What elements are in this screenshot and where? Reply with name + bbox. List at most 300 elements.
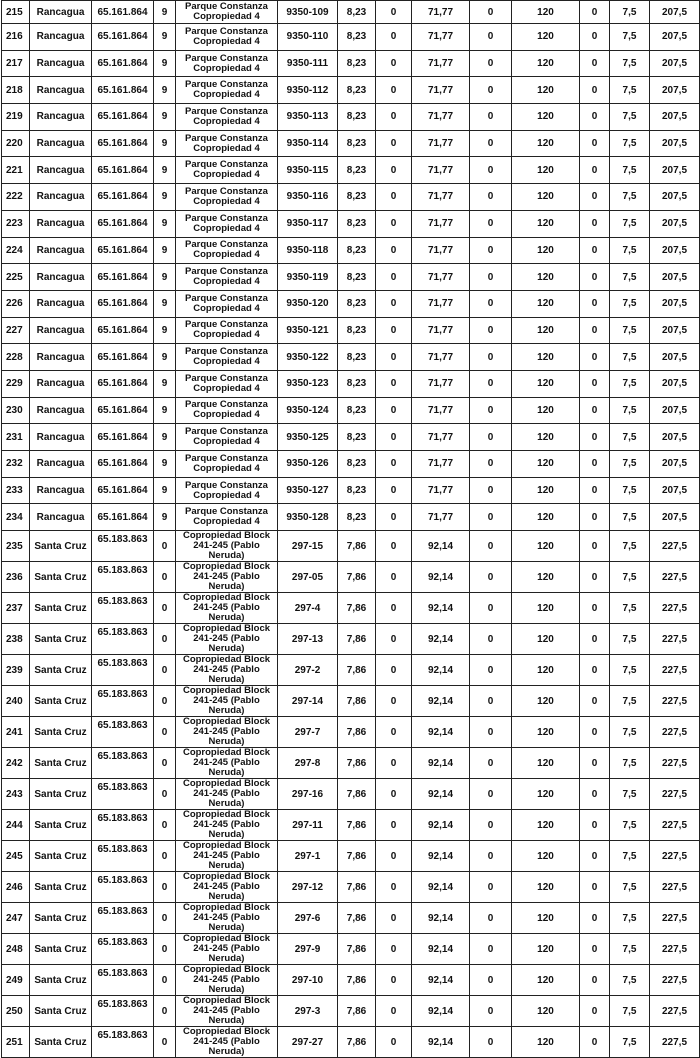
value-f-cell: 0 xyxy=(580,237,610,264)
rut-dv-cell: 9 xyxy=(154,344,176,371)
project-name-cell: Copropiedad Block 241-245 (Pablo Neruda) xyxy=(176,779,278,810)
rut-cell: 65.183.863 xyxy=(92,717,154,748)
value-g-cell: 7,5 xyxy=(610,717,650,748)
value-b-cell: 0 xyxy=(376,686,412,717)
value-a-cell: 7,86 xyxy=(338,841,376,872)
value-c-cell: 71,77 xyxy=(412,24,470,51)
value-b-cell: 0 xyxy=(376,655,412,686)
rut-cell: 65.161.864 xyxy=(92,317,154,344)
rut-cell: 65.183.863 xyxy=(92,686,154,717)
value-b-cell: 0 xyxy=(376,624,412,655)
value-b-cell: 0 xyxy=(376,1027,412,1058)
project-name-cell: Parque Constanza Copropiedad 4 xyxy=(176,370,278,397)
rut-dv-cell: 9 xyxy=(154,184,176,211)
value-c-cell: 92,14 xyxy=(412,717,470,748)
value-d-cell: 0 xyxy=(470,184,512,211)
table-row xyxy=(2,655,700,686)
row-number-cell: 234 xyxy=(2,504,30,531)
rut-cell: 65.183.863 xyxy=(92,779,154,810)
value-c-cell: 92,14 xyxy=(412,686,470,717)
value-d-cell: 0 xyxy=(470,210,512,237)
value-d-cell: 0 xyxy=(470,593,512,624)
row-number-cell: 244 xyxy=(2,810,30,841)
total-cell: 227,5 xyxy=(650,655,700,686)
table-row xyxy=(2,624,700,655)
row-number-cell: 250 xyxy=(2,996,30,1027)
project-name-cell: Parque Constanza Copropiedad 4 xyxy=(176,451,278,478)
value-f-cell: 0 xyxy=(580,50,610,77)
value-f-cell: 0 xyxy=(580,779,610,810)
value-d-cell: 0 xyxy=(470,504,512,531)
rut-dv-cell: 9 xyxy=(154,157,176,184)
value-d-cell: 0 xyxy=(470,965,512,996)
row-number-cell: 242 xyxy=(2,748,30,779)
total-cell: 227,5 xyxy=(650,531,700,562)
rut-cell: 65.183.863 xyxy=(92,934,154,965)
value-b-cell: 0 xyxy=(376,77,412,104)
value-g-cell: 7,5 xyxy=(610,655,650,686)
value-e-cell: 120 xyxy=(512,717,580,748)
commune-cell: Santa Cruz xyxy=(30,810,92,841)
value-c-cell: 92,14 xyxy=(412,872,470,903)
property-role-cell: 9350-123 xyxy=(278,370,338,397)
value-c-cell: 71,77 xyxy=(412,210,470,237)
project-name-cell: Parque Constanza Copropiedad 4 xyxy=(176,210,278,237)
value-d-cell: 0 xyxy=(470,624,512,655)
property-role-cell: 9350-115 xyxy=(278,157,338,184)
project-name-cell: Copropiedad Block 241-245 (Pablo Neruda) xyxy=(176,996,278,1027)
table-row xyxy=(2,810,700,841)
value-a-cell: 8,23 xyxy=(338,264,376,291)
value-a-cell: 8,23 xyxy=(338,237,376,264)
total-cell: 207,5 xyxy=(650,184,700,211)
value-c-cell: 92,14 xyxy=(412,593,470,624)
commune-cell: Santa Cruz xyxy=(30,655,92,686)
commune-cell: Santa Cruz xyxy=(30,965,92,996)
value-e-cell: 120 xyxy=(512,451,580,478)
value-a-cell: 7,86 xyxy=(338,686,376,717)
row-number-cell: 245 xyxy=(2,841,30,872)
value-d-cell: 0 xyxy=(470,104,512,131)
property-role-cell: 9350-116 xyxy=(278,184,338,211)
value-g-cell: 7,5 xyxy=(610,477,650,504)
table-row xyxy=(2,686,700,717)
commune-cell: Santa Cruz xyxy=(30,779,92,810)
value-a-cell: 8,23 xyxy=(338,104,376,131)
rut-dv-cell: 9 xyxy=(154,504,176,531)
row-number-cell: 216 xyxy=(2,24,30,51)
property-role-cell: 297-7 xyxy=(278,717,338,748)
value-f-cell: 0 xyxy=(580,370,610,397)
table-row xyxy=(2,872,700,903)
value-a-cell: 8,23 xyxy=(338,77,376,104)
property-role-cell: 297-9 xyxy=(278,934,338,965)
project-name-cell: Copropiedad Block 241-245 (Pablo Neruda) xyxy=(176,748,278,779)
value-c-cell: 92,14 xyxy=(412,655,470,686)
total-cell: 207,5 xyxy=(650,210,700,237)
table-row xyxy=(2,157,700,184)
value-e-cell: 120 xyxy=(512,317,580,344)
commune-cell: Rancagua xyxy=(30,344,92,371)
value-d-cell: 0 xyxy=(470,531,512,562)
total-cell: 227,5 xyxy=(650,841,700,872)
property-role-cell: 297-16 xyxy=(278,779,338,810)
value-a-cell: 7,86 xyxy=(338,872,376,903)
value-d-cell: 0 xyxy=(470,717,512,748)
table-row xyxy=(2,477,700,504)
value-a-cell: 7,86 xyxy=(338,903,376,934)
value-d-cell: 0 xyxy=(470,237,512,264)
value-e-cell: 120 xyxy=(512,872,580,903)
table-row xyxy=(2,748,700,779)
row-number-cell: 233 xyxy=(2,477,30,504)
rut-dv-cell: 9 xyxy=(154,290,176,317)
project-name-cell: Copropiedad Block 241-245 (Pablo Neruda) xyxy=(176,593,278,624)
value-a-cell: 7,86 xyxy=(338,934,376,965)
rut-cell: 65.161.864 xyxy=(92,264,154,291)
commune-cell: Rancagua xyxy=(30,424,92,451)
value-b-cell: 0 xyxy=(376,779,412,810)
table-row xyxy=(2,290,700,317)
value-f-cell: 0 xyxy=(580,451,610,478)
commune-cell: Rancagua xyxy=(30,264,92,291)
value-f-cell: 0 xyxy=(580,504,610,531)
row-number-cell: 240 xyxy=(2,686,30,717)
rut-cell: 65.183.863 xyxy=(92,1027,154,1058)
value-b-cell: 0 xyxy=(376,344,412,371)
rut-cell: 65.161.864 xyxy=(92,50,154,77)
value-g-cell: 7,5 xyxy=(610,104,650,131)
value-c-cell: 92,14 xyxy=(412,841,470,872)
value-g-cell: 7,5 xyxy=(610,317,650,344)
value-f-cell: 0 xyxy=(580,157,610,184)
value-a-cell: 7,86 xyxy=(338,593,376,624)
value-d-cell: 0 xyxy=(470,1027,512,1058)
table-row xyxy=(2,841,700,872)
value-e-cell: 120 xyxy=(512,655,580,686)
rut-dv-cell: 9 xyxy=(154,77,176,104)
value-e-cell: 120 xyxy=(512,370,580,397)
value-f-cell: 0 xyxy=(580,655,610,686)
value-c-cell: 92,14 xyxy=(412,810,470,841)
row-number-cell: 231 xyxy=(2,424,30,451)
value-c-cell: 71,77 xyxy=(412,370,470,397)
rut-cell: 65.183.863 xyxy=(92,655,154,686)
table-row xyxy=(2,934,700,965)
value-c-cell: 71,77 xyxy=(412,104,470,131)
table-row xyxy=(2,24,700,51)
project-name-cell: Parque Constanza Copropiedad 4 xyxy=(176,344,278,371)
value-c-cell: 71,77 xyxy=(412,50,470,77)
rut-cell: 65.161.864 xyxy=(92,104,154,131)
value-b-cell: 0 xyxy=(376,748,412,779)
project-name-cell: Copropiedad Block 241-245 (Pablo Neruda) xyxy=(176,934,278,965)
property-role-cell: 9350-112 xyxy=(278,77,338,104)
commune-cell: Rancagua xyxy=(30,397,92,424)
value-b-cell: 0 xyxy=(376,290,412,317)
value-e-cell: 120 xyxy=(512,748,580,779)
value-d-cell: 0 xyxy=(470,841,512,872)
row-number-cell: 241 xyxy=(2,717,30,748)
value-c-cell: 71,77 xyxy=(412,451,470,478)
rut-cell: 65.161.864 xyxy=(92,1,154,24)
total-cell: 207,5 xyxy=(650,50,700,77)
value-d-cell: 0 xyxy=(470,1,512,24)
value-a-cell: 7,86 xyxy=(338,996,376,1027)
value-f-cell: 0 xyxy=(580,531,610,562)
value-f-cell: 0 xyxy=(580,290,610,317)
value-e-cell: 120 xyxy=(512,841,580,872)
value-b-cell: 0 xyxy=(376,934,412,965)
value-a-cell: 8,23 xyxy=(338,210,376,237)
row-number-cell: 218 xyxy=(2,77,30,104)
value-d-cell: 0 xyxy=(470,50,512,77)
property-role-cell: 297-14 xyxy=(278,686,338,717)
property-role-cell: 9350-126 xyxy=(278,451,338,478)
commune-cell: Rancagua xyxy=(30,157,92,184)
value-c-cell: 71,77 xyxy=(412,130,470,157)
rut-dv-cell: 9 xyxy=(154,50,176,77)
table-row xyxy=(2,717,700,748)
value-f-cell: 0 xyxy=(580,717,610,748)
commune-cell: Rancagua xyxy=(30,290,92,317)
property-role-cell: 297-13 xyxy=(278,624,338,655)
table-row xyxy=(2,779,700,810)
value-g-cell: 7,5 xyxy=(610,779,650,810)
total-cell: 227,5 xyxy=(650,872,700,903)
value-g-cell: 7,5 xyxy=(610,1,650,24)
value-g-cell: 7,5 xyxy=(610,290,650,317)
total-cell: 227,5 xyxy=(650,934,700,965)
value-b-cell: 0 xyxy=(376,965,412,996)
value-f-cell: 0 xyxy=(580,903,610,934)
rut-dv-cell: 9 xyxy=(154,1,176,24)
project-name-cell: Copropiedad Block 241-245 (Pablo Neruda) xyxy=(176,965,278,996)
rut-dv-cell: 0 xyxy=(154,996,176,1027)
rut-dv-cell: 9 xyxy=(154,264,176,291)
value-b-cell: 0 xyxy=(376,903,412,934)
total-cell: 227,5 xyxy=(650,748,700,779)
value-f-cell: 0 xyxy=(580,184,610,211)
value-d-cell: 0 xyxy=(470,477,512,504)
value-d-cell: 0 xyxy=(470,996,512,1027)
value-e-cell: 120 xyxy=(512,562,580,593)
value-d-cell: 0 xyxy=(470,562,512,593)
value-e-cell: 120 xyxy=(512,934,580,965)
value-f-cell: 0 xyxy=(580,424,610,451)
total-cell: 207,5 xyxy=(650,317,700,344)
value-d-cell: 0 xyxy=(470,934,512,965)
value-g-cell: 7,5 xyxy=(610,504,650,531)
total-cell: 227,5 xyxy=(650,903,700,934)
value-a-cell: 8,23 xyxy=(338,157,376,184)
total-cell: 207,5 xyxy=(650,1,700,24)
value-f-cell: 0 xyxy=(580,810,610,841)
value-f-cell: 0 xyxy=(580,593,610,624)
total-cell: 207,5 xyxy=(650,504,700,531)
value-e-cell: 120 xyxy=(512,531,580,562)
rut-dv-cell: 0 xyxy=(154,1027,176,1058)
row-number-cell: 236 xyxy=(2,562,30,593)
total-cell: 207,5 xyxy=(650,424,700,451)
commune-cell: Santa Cruz xyxy=(30,624,92,655)
row-number-cell: 228 xyxy=(2,344,30,371)
value-c-cell: 92,14 xyxy=(412,562,470,593)
value-a-cell: 8,23 xyxy=(338,344,376,371)
project-name-cell: Parque Constanza Copropiedad 4 xyxy=(176,24,278,51)
project-name-cell: Copropiedad Block 241-245 (Pablo Neruda) xyxy=(176,872,278,903)
property-role-cell: 9350-121 xyxy=(278,317,338,344)
total-cell: 227,5 xyxy=(650,810,700,841)
value-a-cell: 8,23 xyxy=(338,50,376,77)
rut-dv-cell: 0 xyxy=(154,686,176,717)
value-e-cell: 120 xyxy=(512,965,580,996)
project-name-cell: Parque Constanza Copropiedad 4 xyxy=(176,477,278,504)
commune-cell: Rancagua xyxy=(30,77,92,104)
total-cell: 227,5 xyxy=(650,624,700,655)
commune-cell: Rancagua xyxy=(30,50,92,77)
rut-dv-cell: 0 xyxy=(154,624,176,655)
value-a-cell: 7,86 xyxy=(338,1027,376,1058)
value-b-cell: 0 xyxy=(376,104,412,131)
rut-dv-cell: 0 xyxy=(154,593,176,624)
value-c-cell: 71,77 xyxy=(412,477,470,504)
value-a-cell: 7,86 xyxy=(338,965,376,996)
value-g-cell: 7,5 xyxy=(610,397,650,424)
value-c-cell: 92,14 xyxy=(412,779,470,810)
value-d-cell: 0 xyxy=(470,686,512,717)
row-number-cell: 232 xyxy=(2,451,30,478)
value-b-cell: 0 xyxy=(376,317,412,344)
property-role-cell: 9350-118 xyxy=(278,237,338,264)
value-g-cell: 7,5 xyxy=(610,686,650,717)
rut-dv-cell: 9 xyxy=(154,317,176,344)
property-role-cell: 9350-128 xyxy=(278,504,338,531)
value-e-cell: 120 xyxy=(512,1,580,24)
commune-cell: Santa Cruz xyxy=(30,686,92,717)
value-f-cell: 0 xyxy=(580,210,610,237)
value-g-cell: 7,5 xyxy=(610,424,650,451)
total-cell: 207,5 xyxy=(650,451,700,478)
property-role-cell: 297-15 xyxy=(278,531,338,562)
property-role-cell: 297-11 xyxy=(278,810,338,841)
value-d-cell: 0 xyxy=(470,810,512,841)
project-name-cell: Copropiedad Block 241-245 (Pablo Neruda) xyxy=(176,562,278,593)
value-b-cell: 0 xyxy=(376,562,412,593)
row-number-cell: 230 xyxy=(2,397,30,424)
rut-dv-cell: 9 xyxy=(154,104,176,131)
table-row xyxy=(2,562,700,593)
data-table xyxy=(1,0,700,1058)
rut-cell: 65.183.863 xyxy=(92,872,154,903)
project-name-cell: Copropiedad Block 241-245 (Pablo Neruda) xyxy=(176,903,278,934)
value-f-cell: 0 xyxy=(580,344,610,371)
total-cell: 207,5 xyxy=(650,237,700,264)
commune-cell: Rancagua xyxy=(30,1,92,24)
rut-cell: 65.161.864 xyxy=(92,344,154,371)
total-cell: 227,5 xyxy=(650,593,700,624)
value-a-cell: 8,23 xyxy=(338,451,376,478)
value-g-cell: 7,5 xyxy=(610,531,650,562)
value-f-cell: 0 xyxy=(580,841,610,872)
value-c-cell: 92,14 xyxy=(412,748,470,779)
value-b-cell: 0 xyxy=(376,504,412,531)
rut-dv-cell: 0 xyxy=(154,965,176,996)
value-d-cell: 0 xyxy=(470,872,512,903)
value-b-cell: 0 xyxy=(376,24,412,51)
table-row xyxy=(2,903,700,934)
rut-cell: 65.161.864 xyxy=(92,157,154,184)
value-e-cell: 120 xyxy=(512,504,580,531)
value-e-cell: 120 xyxy=(512,593,580,624)
value-b-cell: 0 xyxy=(376,593,412,624)
row-number-cell: 235 xyxy=(2,531,30,562)
rut-cell: 65.183.863 xyxy=(92,562,154,593)
rut-dv-cell: 9 xyxy=(154,237,176,264)
property-role-cell: 9350-111 xyxy=(278,50,338,77)
commune-cell: Rancagua xyxy=(30,104,92,131)
property-role-cell: 297-27 xyxy=(278,1027,338,1058)
value-c-cell: 71,77 xyxy=(412,237,470,264)
value-g-cell: 7,5 xyxy=(610,77,650,104)
value-g-cell: 7,5 xyxy=(610,237,650,264)
total-cell: 207,5 xyxy=(650,344,700,371)
value-g-cell: 7,5 xyxy=(610,624,650,655)
property-role-cell: 9350-114 xyxy=(278,130,338,157)
property-role-cell: 297-4 xyxy=(278,593,338,624)
rut-cell: 65.161.864 xyxy=(92,504,154,531)
total-cell: 227,5 xyxy=(650,686,700,717)
rut-cell: 65.161.864 xyxy=(92,77,154,104)
total-cell: 227,5 xyxy=(650,1027,700,1058)
rut-dv-cell: 9 xyxy=(154,451,176,478)
value-g-cell: 7,5 xyxy=(610,50,650,77)
commune-cell: Santa Cruz xyxy=(30,934,92,965)
value-e-cell: 120 xyxy=(512,1027,580,1058)
rut-cell: 65.183.863 xyxy=(92,593,154,624)
commune-cell: Rancagua xyxy=(30,130,92,157)
value-e-cell: 120 xyxy=(512,344,580,371)
value-g-cell: 7,5 xyxy=(610,748,650,779)
row-number-cell: 223 xyxy=(2,210,30,237)
value-f-cell: 0 xyxy=(580,317,610,344)
table-row xyxy=(2,965,700,996)
value-a-cell: 7,86 xyxy=(338,717,376,748)
row-number-cell: 227 xyxy=(2,317,30,344)
value-g-cell: 7,5 xyxy=(610,370,650,397)
row-number-cell: 215 xyxy=(2,1,30,24)
value-g-cell: 7,5 xyxy=(610,965,650,996)
value-a-cell: 8,23 xyxy=(338,477,376,504)
project-name-cell: Parque Constanza Copropiedad 4 xyxy=(176,264,278,291)
value-a-cell: 8,23 xyxy=(338,504,376,531)
property-role-cell: 297-8 xyxy=(278,748,338,779)
value-g-cell: 7,5 xyxy=(610,872,650,903)
commune-cell: Rancagua xyxy=(30,504,92,531)
value-c-cell: 71,77 xyxy=(412,264,470,291)
project-name-cell: Parque Constanza Copropiedad 4 xyxy=(176,130,278,157)
value-e-cell: 120 xyxy=(512,130,580,157)
value-a-cell: 7,86 xyxy=(338,655,376,686)
rut-dv-cell: 0 xyxy=(154,531,176,562)
value-b-cell: 0 xyxy=(376,157,412,184)
commune-cell: Santa Cruz xyxy=(30,872,92,903)
value-f-cell: 0 xyxy=(580,934,610,965)
value-g-cell: 7,5 xyxy=(610,184,650,211)
rut-cell: 65.183.863 xyxy=(92,810,154,841)
project-name-cell: Copropiedad Block 241-245 (Pablo Neruda) xyxy=(176,624,278,655)
property-role-cell: 297-3 xyxy=(278,996,338,1027)
